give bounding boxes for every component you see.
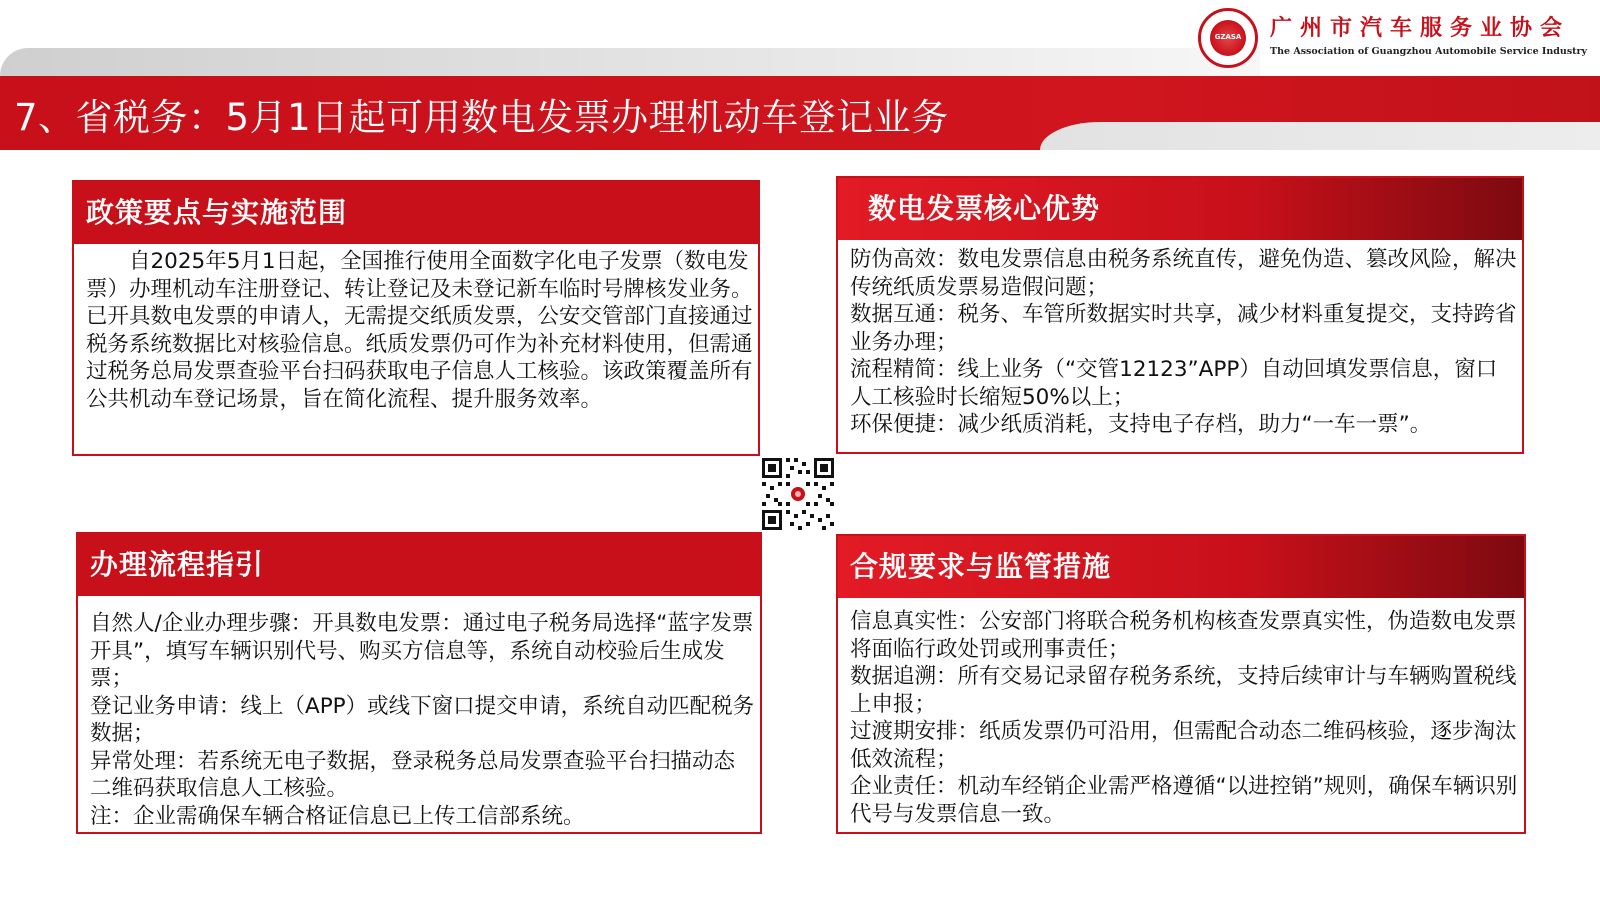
compliance-item: 企业责任：机动车经销企业需严格遵循“以进控销”规则，确保车辆识别代号与发票信息一致。 <box>850 774 1518 827</box>
compliance-item: 过渡期安排：纸质发票仍可沿用，但需配合动态二维码核验，逐步淘汰低效流程； <box>850 719 1517 772</box>
advantage-item: 数据互通：税务、车管所数据实时共享，减少材料重复提交，支持跨省业务办理； <box>850 302 1517 355</box>
org-emblem-text: GZASA <box>1214 33 1242 41</box>
compliance-item: 数据追溯：所有交易记录留存税务系统，支持后续审计与车辆购置税线上申报； <box>850 664 1517 717</box>
org-emblem-icon <box>1198 8 1258 68</box>
policy-text: 自2025年5月1日起，全国推行使用全面数字化电子发票（数电发票）办理机动车注册登记、转让登记及未登记新车临时号牌核发业务。已开具数电发票的申请人，无需提交纸质发票，公安交管部门直接通过税务系统数据比对核验信息。纸质发票仍可作为补充材料使用，但需通过税务总局发票查验平台扫码获取电子信息人工核验。该政策覆盖所有公共机动车登记场景，旨在简化流程、提升服务效率。 <box>86 249 753 412</box>
org-name-cn: 广州市汽车服务业协会 <box>1270 16 1571 41</box>
advantage-item: 防伪高效：数电发票信息由税务系统直传，避免伪造、篡改风险，解决传统纸质发票易造假问题； <box>850 247 1517 300</box>
process-item: 自然人/企业办理步骤：开具数电发票：通过电子税务局选择“蓝字发票开具”，填写车辆识别代号、购买方信息等，系统自动校验后生成发票； <box>90 611 754 691</box>
page-title: 7、省税务：5月1日起可用数电发票办理机动车登记业务 <box>14 96 949 139</box>
policy-box-body <box>86 248 754 413</box>
compliance-item: 信息真实性：公安部门将联合税务机构核查发票真实性，伪造数电发票将面临行政处罚或刑事责任； <box>850 609 1517 662</box>
advantages-box-body <box>850 246 1518 439</box>
process-item: 注：企业需确保车辆合格证信息已上传工信部系统。 <box>90 803 585 829</box>
process-item: 登记业务申请：线上（APP）或线下窗口提交申请，系统自动匹配税务数据； <box>90 693 755 746</box>
process-box-body <box>90 610 756 830</box>
policy-box <box>72 180 760 456</box>
advantage-item: 环保便捷：减少纸质消耗，支持电子存档，助力“一车一票”。 <box>850 412 1432 437</box>
header-grey-band <box>0 48 1260 76</box>
advantages-box <box>836 176 1524 454</box>
process-box-title: 办理流程指引 <box>78 534 760 596</box>
process-item: 异常处理：若系统无电子数据，登录税务总局发票查验平台扫描动态二维码获取信息人工核验。 <box>90 748 736 801</box>
compliance-box-title: 合规要求与监管措施 <box>838 536 1524 598</box>
advantage-item: 流程精简：线上业务（“交管12123”APP）自动回填发票信息，窗口人工核验时长缩短50%以上； <box>850 357 1498 410</box>
org-name-en: The Association of Guangzhou Automobile Service Industry <box>1270 46 1588 57</box>
org-logo-block <box>1198 6 1598 68</box>
policy-box-title: 政策要点与实施范围 <box>74 182 758 244</box>
compliance-box-body <box>850 608 1520 828</box>
qr-code-icon <box>760 456 836 532</box>
process-box <box>76 532 762 834</box>
title-bar-grey-curve <box>1040 122 1600 150</box>
advantages-box-title: 数电发票核心优势 <box>838 178 1522 240</box>
compliance-box <box>836 534 1526 834</box>
